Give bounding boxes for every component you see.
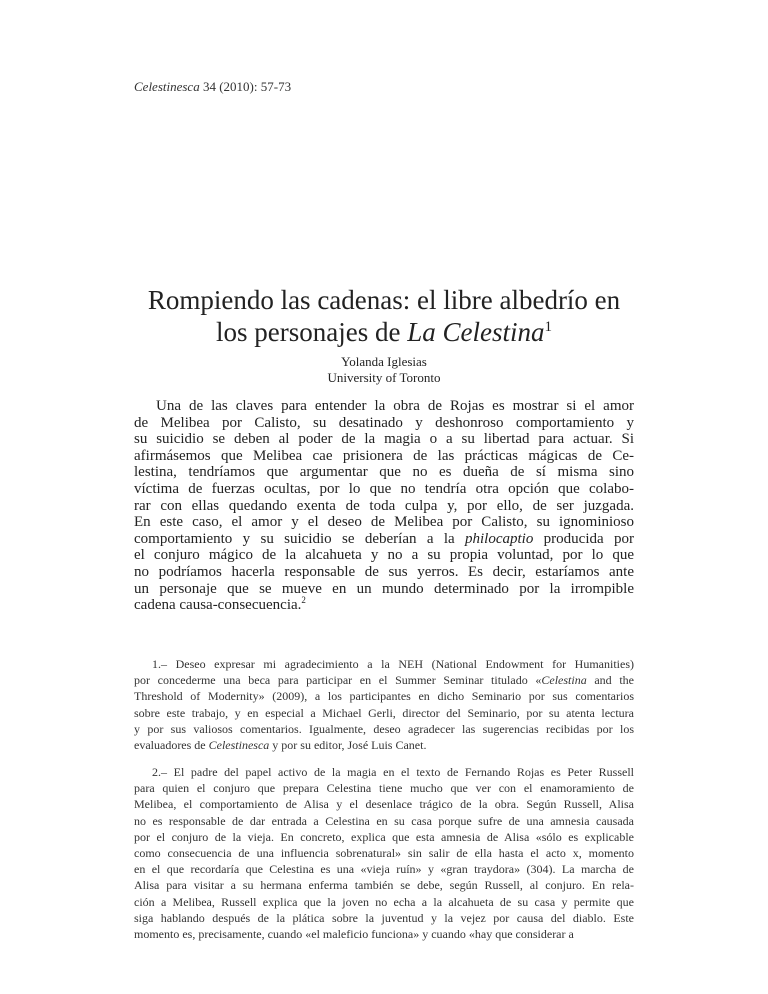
footnote-line: y por sus valiosos comentarios. Igualmente, deseo agradecer las sugerencias recibidas por los [134, 721, 634, 736]
footnote-line: no es responsable de dar entrada a Celestina en su casa porque sufre de una amnesia causada [134, 813, 634, 828]
title-italic: La Celestina [407, 317, 545, 347]
footnote-line: 2.– El padre del papel activo de la magia en el texto de Fernando Rojas es Peter Russell [152, 765, 634, 779]
text: y por su editor, José Luis Canet. [269, 738, 427, 753]
body-line: víctima de fuerzas ocultas, por lo que no tendría otra opción que colabo- [134, 480, 634, 497]
footnote-line: Alisa para visitar a su hermana enferma también se debe, según Russell, al conjuro. En rela- [134, 878, 634, 893]
footnote-2 [134, 764, 634, 942]
body-line: rar con ellas quedando exenta de toda culpa y, por ello, de ser juzgada. [134, 497, 634, 514]
title-line-1: Rompiendo las cadenas: el libre albedrío en [147, 285, 621, 315]
citation: 34 (2010): 57-73 [202, 79, 292, 94]
body-line: de Melibea por Calisto, su desatinado y deshonroso comportamiento y [134, 414, 634, 431]
title-text: los personajes de [216, 317, 408, 347]
body-line: Una de las claves para entender la obra de Rojas es mostrar si el amor [156, 398, 634, 414]
footnote-mark-1[interactable]: 1 [544, 319, 552, 335]
author-name: Yolanda Iglesias [341, 354, 427, 369]
body-line: afirmásemos que Melibea cae prisionera de las prácticas mágicas de Ce- [134, 447, 634, 464]
affiliation: University of Toronto [327, 370, 441, 385]
footnote-line: ción a Melibea, Russell explica que la joven no echa a la alcahueta de su casa y permite que [134, 894, 634, 909]
body-line: su suicidio se deben al poder de la magia o a su libertad para actuar. Si [134, 431, 634, 448]
body-paragraph [134, 398, 634, 614]
footnote-line: por el conjuro de la vieja. En concreto, explica que esta amnesia de Alisa «sólo es explicable [134, 829, 634, 844]
text: cadena causa-consecuencia. [134, 597, 302, 614]
body-line: En este caso, el amor y el deseo de Melibea por Calisto, su ignominioso [134, 514, 634, 531]
footnote-1 [134, 656, 634, 753]
body-line: lestina, tendríamos que argumentar que no es dueña de sí misma sino [134, 464, 634, 481]
article-title [34, 284, 734, 348]
text: evaluadores de [134, 738, 209, 753]
title-line-2 [34, 316, 734, 348]
text: comportamiento y su suicidio se deberían a la [134, 530, 465, 547]
running-header [134, 79, 291, 95]
footnote-line: siga hablando después de la plática sobre la juventud y la vejez por causa del diablo. Este [134, 910, 634, 925]
italic-title: Celestina [541, 673, 587, 688]
text: por concederme una beca para participar en el Summer Seminar titulado « [134, 673, 542, 688]
journal-name: Celestinesca [134, 79, 200, 94]
body-line: no podríamos hacerla responsable de sus yerros. Es decir, estaríamos ante [134, 563, 634, 580]
footnote-line: sobre este trabajo, y en especial a Michael Gerli, director del Seminario, por su atenta lectura [134, 705, 634, 720]
footnote-line [134, 737, 634, 753]
footnote-line: 1.– Deseo expresar mi agradecimiento a la NEH (National Endowment for Humanities) [152, 657, 634, 671]
text: and the [586, 673, 634, 688]
text: producida por [533, 530, 634, 547]
footnote-line: Melibea, el comportamiento de Alisa y el desenlace trágico de la obra. Según Russell, Alisa [134, 797, 634, 812]
footnote-line: Threshold of Modernity» (2009), a los participantes en dicho Seminario por sus comentarios [134, 689, 634, 704]
footnote-line [134, 672, 634, 688]
italic-term: philocaptio [465, 530, 534, 547]
italic-title: Celestinesca [208, 738, 270, 753]
body-line: un personaje que se mueve en un mundo determinado por la irrompible [134, 580, 634, 597]
body-line: el conjuro mágico de la alcahueta y no a su propia voluntad, por lo que [134, 547, 634, 564]
footnote-line: en el que recordaría que Celestina es una «vieja ruín» y «gran traydora» (304). La marcha de [134, 862, 634, 877]
body-line [134, 597, 634, 614]
footnote-line: momento es, precisamente, cuando «el maleficio funciona» y cuando «hay que considerar a [134, 927, 574, 942]
body-line [134, 531, 634, 548]
footnote-line: para quien el conjuro que prepara Celestina tiene mucho que ver con el enamoramiento de [134, 781, 634, 796]
footnote-mark-2[interactable]: 2 [301, 595, 306, 606]
footnote-line: como consecuencia de una influencia sobrenatural» sin salir de ella hasta el acto x, momento [134, 846, 634, 861]
